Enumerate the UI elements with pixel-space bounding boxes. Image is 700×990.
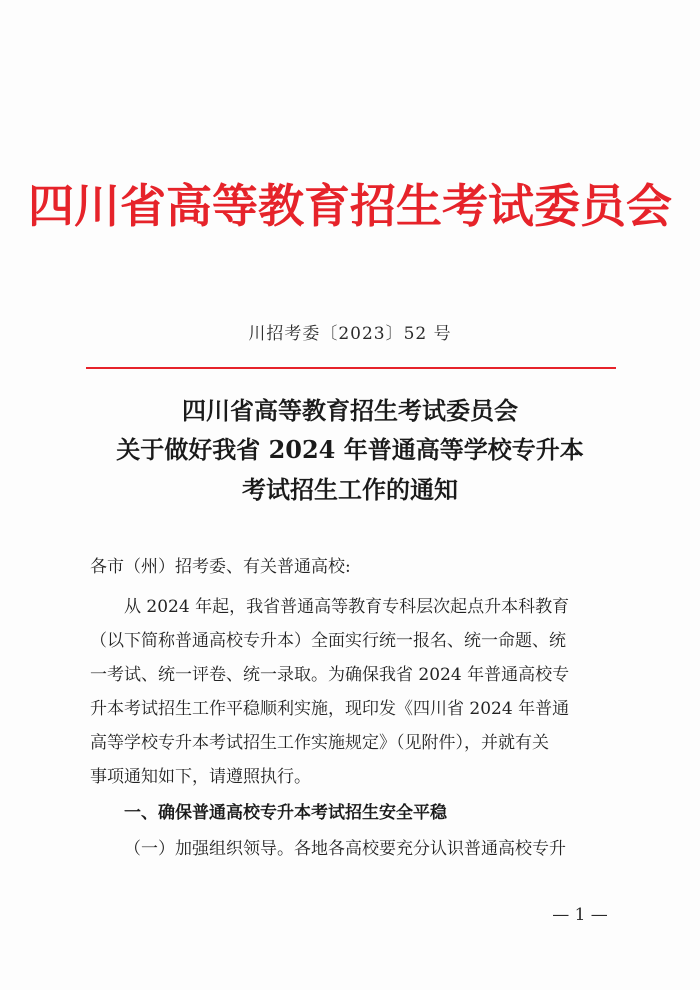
paragraph-line: 事项通知如下，请遵照执行。 [90, 767, 311, 787]
document-title-line-1: 四川省高等教育招生考试委员会 [182, 396, 518, 425]
issuing-organization-header: 四川省高等教育招生考试委员会 [28, 179, 672, 233]
document-number: 川招考委〔2023〕52 号 [248, 324, 452, 344]
paragraph-line: 高等学校专升本考试招生工作实施规定》（见附件），并就有关 [90, 733, 549, 753]
red-divider-line [86, 367, 616, 369]
salutation: 各市（州）招考委、有关普通高校: [90, 557, 351, 577]
paragraph-line: 升本考试招生工作平稳顺利实施，现印发《四川省 2024 年普通 [90, 699, 570, 719]
paragraph-line: （以下简称普通高校专升本）全面实行统一报名、统一命题、统 [90, 631, 566, 651]
paragraph-line: 一考试、统一评卷、统一录取。为确保我省 2024 年普通高校专 [90, 665, 570, 685]
page-number: — 1 — [552, 905, 608, 925]
paragraph-line: （一）加强组织领导。各地各高校要充分认识普通高校专升 [124, 839, 566, 859]
section-heading: 一、确保普通高校专升本考试招生安全平稳 [124, 803, 447, 823]
paragraph-line: 从 2024 年起，我省普通高等教育专科层次起点升本科教育 [124, 597, 570, 617]
document-title-line-2: 关于做好我省 2024 年普通高等学校专升本 [116, 435, 584, 464]
document-title-line-3: 考试招生工作的通知 [242, 475, 458, 504]
